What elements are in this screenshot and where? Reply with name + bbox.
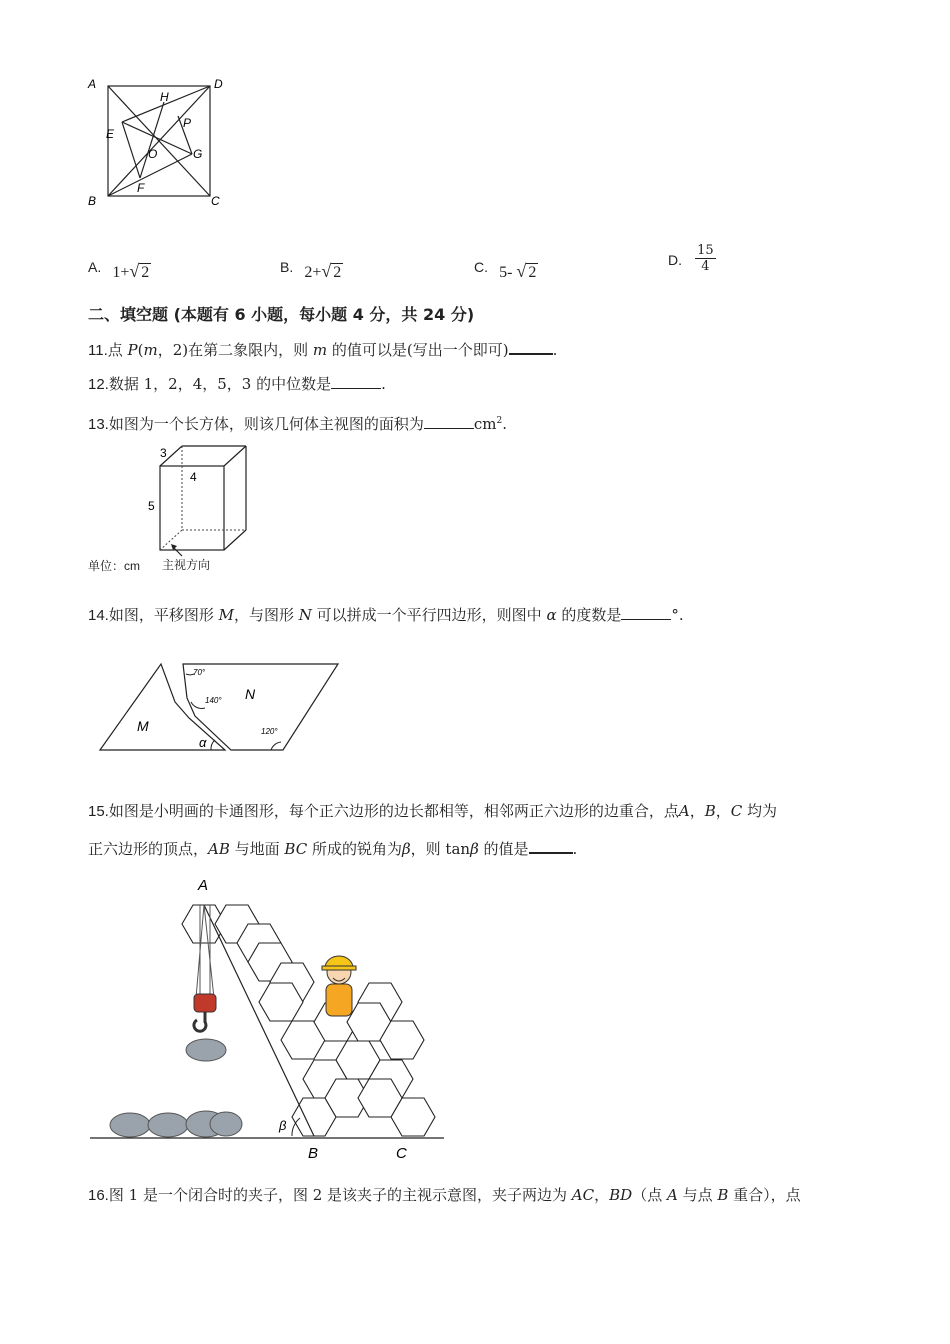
parallelogram-figure xyxy=(95,658,345,754)
label-A: A xyxy=(198,877,209,894)
label-B: B xyxy=(88,194,97,208)
question-13: 13.如图为一个长方体，则该几何体主视图的面积为 $cm^2$. xyxy=(88,415,508,433)
label-E: E xyxy=(106,127,115,141)
question-16: 16.图 1 是一个闭合时的夹子，图 2 是该夹子的主视示意图，夹子两边为 AC，BD（点 A 与点 B 重合），点 xyxy=(88,1186,801,1204)
angle-120: 120° xyxy=(261,727,278,736)
label-C: C xyxy=(211,194,220,208)
label-H: H xyxy=(160,90,169,104)
section-heading: 二、填空题 (本题有 6 小题，每小题 4 分，共 24 分) xyxy=(88,305,475,324)
square-figure xyxy=(80,72,240,212)
option-a[interactable] xyxy=(88,256,151,281)
answer-blank-14[interactable] xyxy=(621,605,671,620)
angle-70: 70° xyxy=(193,668,206,677)
label-C: C xyxy=(396,1145,407,1162)
answer-blank-13[interactable] xyxy=(424,414,474,429)
option-b[interactable] xyxy=(280,256,343,281)
view-direction-label: 主视方向 xyxy=(162,558,211,572)
label-P: P xyxy=(183,116,192,130)
hexagon-figure xyxy=(86,872,448,1164)
option-c[interactable] xyxy=(474,256,538,281)
worker-icon xyxy=(322,956,356,1016)
shape-M-label: M xyxy=(137,718,149,734)
option-a-value: 1+√ 2 xyxy=(112,261,150,281)
option-d[interactable] xyxy=(668,243,716,274)
rock-icon xyxy=(110,1113,150,1137)
option-b-letter: B. xyxy=(280,259,294,275)
rock-hanging-icon xyxy=(186,1039,226,1061)
question-12: 12.数据 1，2，4，5，3 的中位数是 . xyxy=(88,375,386,393)
answer-blank-15[interactable] xyxy=(529,838,573,854)
question-15-line-2: 正六边形的顶点，AB 与地面 BC 所成的锐角为β，则 tanβ 的值是 . xyxy=(88,840,578,858)
label-A: A xyxy=(88,77,97,91)
label-B: B xyxy=(308,1145,319,1162)
option-c-letter: C. xyxy=(474,259,488,275)
rock-icon xyxy=(148,1113,188,1137)
question-11: 11.点 P(m，2)在第二象限内，则 m 的值可以是(写出一个即可) . xyxy=(88,341,558,359)
label-F: F xyxy=(137,181,145,195)
angle-alpha: α xyxy=(199,735,207,750)
unit-label: 单位：cm xyxy=(88,559,140,573)
option-c-value: 5- √ 2 xyxy=(499,261,537,281)
label-beta: β xyxy=(279,1118,287,1133)
label-G: G xyxy=(193,147,203,161)
question-15-line-1: 15.如图是小明画的卡通图形，每个正六边形的边长都相等，相邻两正六边形的边重合，点A，B，C 均为 xyxy=(88,802,778,820)
dim-5: 5 xyxy=(148,499,155,513)
angle-140: 140° xyxy=(205,696,222,705)
option-d-letter: D. xyxy=(668,252,682,268)
label-D: D xyxy=(214,77,223,91)
rock-icon xyxy=(210,1112,242,1136)
option-b-value: 2+√ 2 xyxy=(304,261,342,281)
answer-blank-11[interactable] xyxy=(509,339,553,355)
answer-blank-12[interactable] xyxy=(331,374,381,389)
option-d-fraction: $\frac{15}{4}$ xyxy=(697,243,714,274)
shape-N-label: N xyxy=(245,686,256,702)
dim-4: 4 xyxy=(190,470,197,484)
question-14: 14.如图，平移图形 M，与图形 N 可以拼成一个平行四边形，则图中 α 的度数是 °. xyxy=(88,606,684,624)
dim-3: 3 xyxy=(160,446,167,460)
option-a-letter: A. xyxy=(88,259,102,275)
label-O: O xyxy=(148,147,158,161)
